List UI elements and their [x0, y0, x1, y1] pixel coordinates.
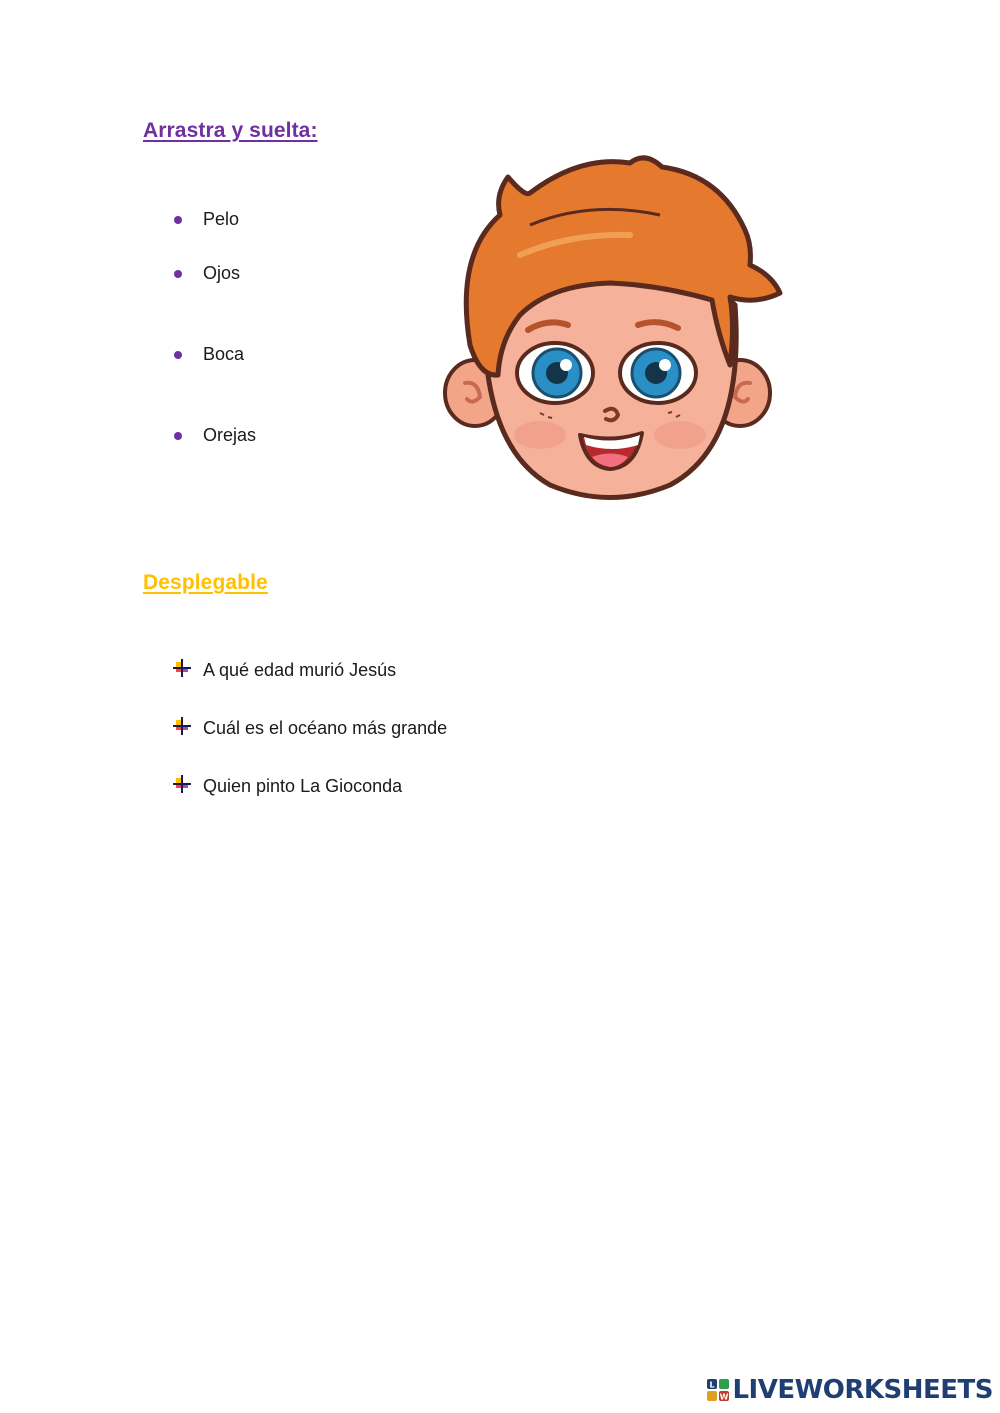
item-label: A qué edad murió Jesús	[203, 660, 397, 680]
brand-name: LIVEWORKSHEETS	[732, 1375, 993, 1405]
cross-bullet-icon	[172, 658, 192, 678]
cross-bullet-icon	[172, 716, 192, 736]
bullet-dot-icon	[174, 216, 182, 224]
list-item-question-2[interactable]	[172, 718, 447, 739]
list-item-question-3[interactable]	[172, 776, 402, 797]
logo-letter-l: L	[709, 1380, 716, 1390]
cartoon-boy-face-icon	[400, 115, 830, 545]
section-title-desplegable: Desplegable	[143, 571, 268, 594]
item-label: Orejas	[203, 425, 257, 445]
list-item-boca[interactable]	[172, 344, 244, 365]
bullet-dot-icon	[174, 270, 182, 278]
list-item-ojos[interactable]	[172, 263, 240, 284]
item-label: Quien pinto La Gioconda	[203, 776, 403, 796]
liveworksheets-logo-icon	[706, 1378, 730, 1402]
item-label: Ojos	[203, 263, 241, 283]
item-label: Pelo	[203, 209, 240, 229]
list-item-pelo[interactable]	[172, 209, 239, 230]
list-item-orejas[interactable]	[172, 425, 256, 446]
cross-bullet-icon	[172, 774, 192, 794]
bullet-dot-icon	[174, 351, 182, 359]
item-label: Cuál es el océano más grande	[203, 718, 448, 738]
logo-letter-w: W	[720, 1392, 729, 1402]
section-title-arrastra: Arrastra y suelta:	[143, 119, 318, 142]
item-label: Boca	[203, 344, 245, 364]
bullet-dot-icon	[174, 432, 182, 440]
liveworksheets-logo[interactable]	[706, 1375, 993, 1405]
list-item-question-1[interactable]	[172, 660, 396, 681]
